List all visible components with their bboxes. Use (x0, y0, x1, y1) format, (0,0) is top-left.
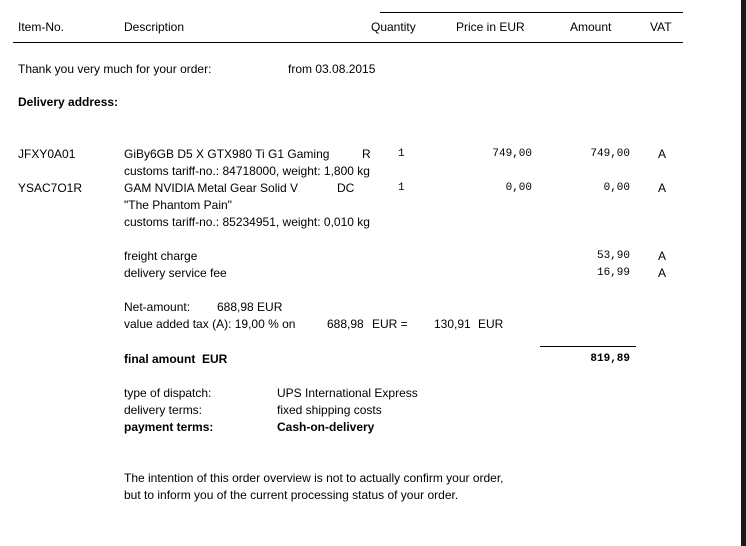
vat-value: 130,91 (434, 317, 471, 331)
item-2-price: 0,00 (505, 182, 532, 194)
final-amount-value: 819,89 (590, 353, 630, 365)
item-2-amount: 0,00 (603, 182, 630, 194)
dispatch-label: type of dispatch: (124, 386, 212, 400)
delivery-fee-amount: 16,99 (596, 267, 630, 279)
item-1-number: JFXY0A01 (18, 147, 76, 161)
net-amount-value: 688,98 EUR (217, 300, 283, 314)
item-1-vat: A (658, 147, 667, 161)
col-header-description: Description (124, 20, 185, 34)
item-2-flag: DC (337, 181, 355, 195)
page-edge-border (741, 0, 746, 546)
item-1-quantity: 1 (398, 148, 405, 160)
col-header-quantity: Quantity (371, 20, 416, 34)
vat-currency: EUR (478, 317, 504, 331)
payment-terms-label: payment terms: (124, 420, 214, 434)
delivery-fee-label: delivery service fee (124, 266, 227, 280)
payment-terms-value: Cash-on-delivery (277, 420, 375, 434)
item-1-customs: customs tariff-no.: 84718000, weight: 1,800 kg (124, 164, 370, 178)
total-rule (540, 346, 636, 347)
col-header-amount: Amount (570, 20, 612, 34)
delivery-fee-vat: A (658, 266, 667, 280)
dispatch-value: UPS International Express (277, 386, 418, 400)
item-1-description: GiBy6GB D5 X GTX980 Ti G1 Gaming (124, 147, 330, 161)
col-header-price: Price in EUR (456, 20, 525, 34)
delivery-terms-label: delivery terms: (124, 403, 203, 417)
item-2-subtitle: "The Phantom Pain" (124, 198, 232, 212)
item-2-description: GAM NVIDIA Metal Gear Solid V (124, 181, 299, 195)
col-header-item-no: Item-No. (18, 20, 65, 34)
col-header-vat: VAT (650, 20, 672, 34)
vat-label: value added tax (A): 19,00 % on (124, 317, 296, 331)
item-2-customs: customs tariff-no.: 85234951, weight: 0,010 kg (124, 215, 370, 229)
item-2-quantity: 1 (398, 182, 405, 194)
item-2-number: YSAC7O1R (18, 181, 83, 195)
order-date: from 03.08.2015 (288, 62, 376, 76)
header-top-rule (380, 12, 683, 13)
delivery-address-label: Delivery address: (18, 95, 119, 109)
vat-base: 688,98 (327, 317, 364, 331)
freight-charge-label: freight charge (124, 249, 198, 263)
note-line-2: but to inform you of the current processing status of your order. (124, 488, 459, 502)
delivery-terms-value: fixed shipping costs (277, 403, 382, 417)
item-1-price: 749,00 (492, 148, 532, 160)
header-bottom-rule (13, 42, 683, 43)
vat-equals: EUR = (372, 317, 408, 331)
item-2-vat: A (658, 181, 667, 195)
final-amount-label: final amount EUR (124, 352, 228, 366)
freight-charge-amount: 53,90 (596, 250, 630, 262)
item-1-flag: R (362, 147, 371, 161)
thank-you-text: Thank you very much for your order: (18, 62, 212, 76)
item-1-amount: 749,00 (590, 148, 630, 160)
note-line-1: The intention of this order overview is not to actually confirm your order, (124, 471, 504, 485)
net-amount-label: Net-amount: (124, 300, 191, 314)
freight-charge-vat: A (658, 249, 667, 263)
